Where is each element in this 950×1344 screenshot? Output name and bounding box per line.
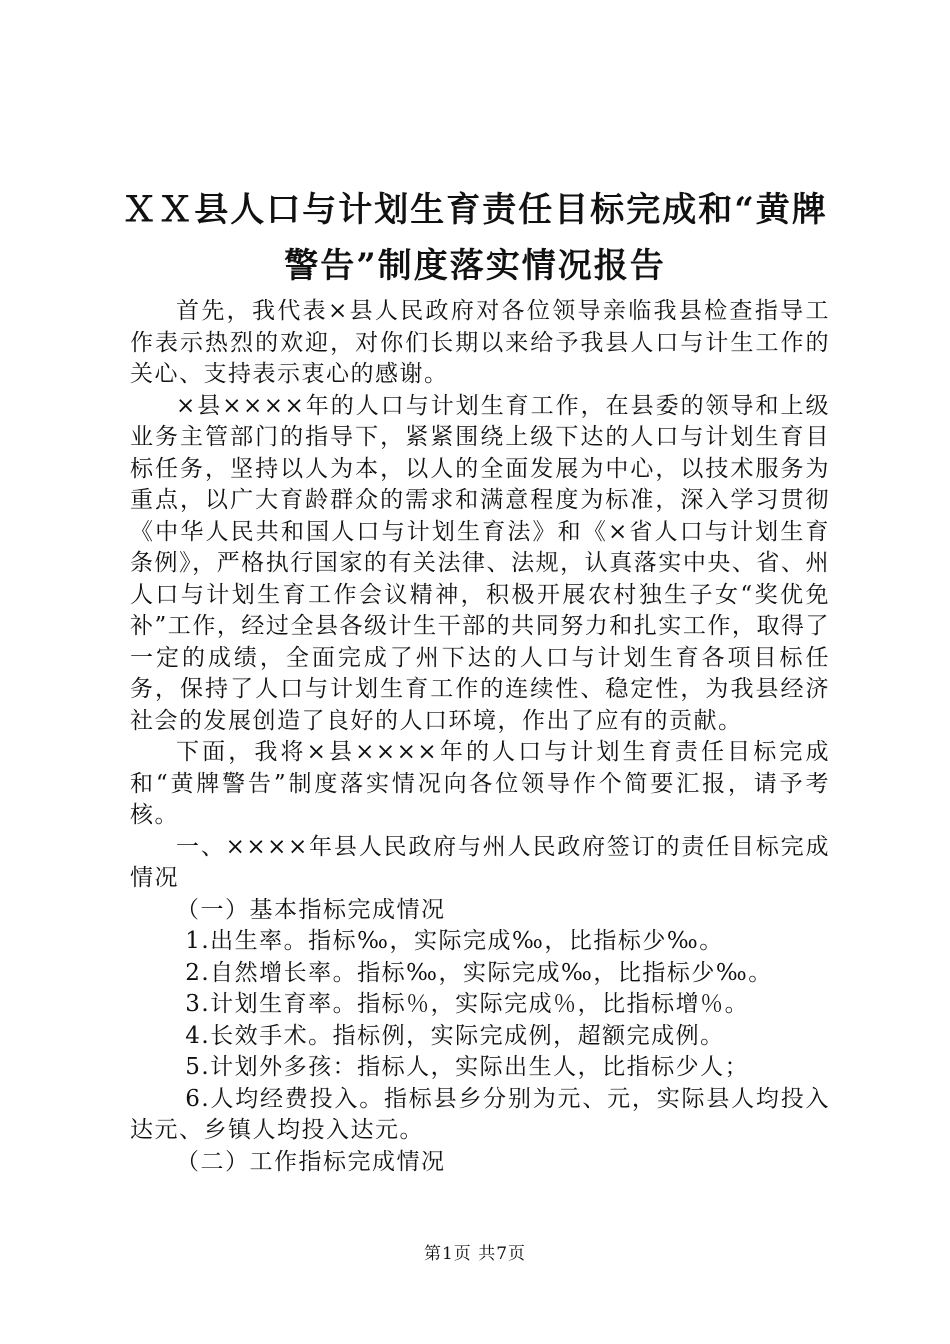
list-item-natural-growth-rate: 2.自然增长率。指标‰，实际完成‰，比指标少‰。	[185, 959, 773, 986]
subsection-heading-basic-indicators: （一）基本指标完成情况	[176, 896, 446, 923]
section-heading-1: 一、××××年县人民政府与州人民政府签订的责任目标完成情况	[130, 833, 830, 891]
paragraph-overview: ×县××××年的人口与计划生育工作，在县委的领导和上级业务主管部门的指导下，紧紧围绕上级下达的人口与计划生育目标任务，坚持以人为本，以人的全面发展为中心，以技术服务为重点，以广大育龄群众的需求和满意程度为标准，深入学习贯彻《中华人民共和国人口与计划生育法》和《×省人口与计划生育条例》，严格执行国家的有关法律、法规，认真落实中央、省、州人口与计划生育工作会议精神，积极开展农村独生子女“奖优免补”工作，经过全县各级计生干部的共同努力和扎实工作，取得了一定的成绩，全面完成了州下达的人口与计划生育各项目标任务，保持了人口与计划生育工作的连续性、稳定性，为我县经济社会的发展创造了良好的人口环境，作出了应有的贡献。	[130, 392, 830, 734]
list-item-planned-birth-rate: 3.计划生育率。指标％，实际完成％，比指标增％。	[185, 991, 750, 1017]
paragraph-report-intro: 下面，我将×县××××年的人口与计划生育责任目标完成和“黄牌警告”制度落实情况向各位领导作个简要汇报，请予考核。	[130, 739, 830, 828]
list-item-birth-rate: 1.出生率。指标‰，实际完成‰，比指标少‰。	[185, 928, 724, 954]
list-item-unplanned-births: 5.计划外多孩：指标人，实际出生人，比指标少人；	[185, 1054, 750, 1080]
subsection-heading-work-indicators: （二）工作指标完成情况	[176, 1148, 446, 1175]
list-item-per-capita-funding: 6.人均经费投入。指标县乡分别为元、元，实际县人均投入达元、乡镇人均投入达元。	[130, 1085, 830, 1143]
paragraph-welcome: 首先，我代表×县人民政府对各位领导亲临我县检查指导工作表示热烈的欢迎，对你们长期以来给予我县人口与计生工作的关心、支持表示衷心的感谢。	[130, 298, 830, 387]
page-number-footer: 第1页 共7页	[423, 1244, 527, 1264]
document-title-line-2: 警告”制度落实情况报告	[284, 246, 666, 286]
list-item-long-term-surgery: 4.长效手术。指标例，实际完成例，超额完成例。	[185, 1022, 725, 1049]
document-body	[130, 296, 830, 1178]
document-title-line-1: ＸＸ县人口与计划生育责任目标完成和“黄牌	[122, 190, 828, 230]
